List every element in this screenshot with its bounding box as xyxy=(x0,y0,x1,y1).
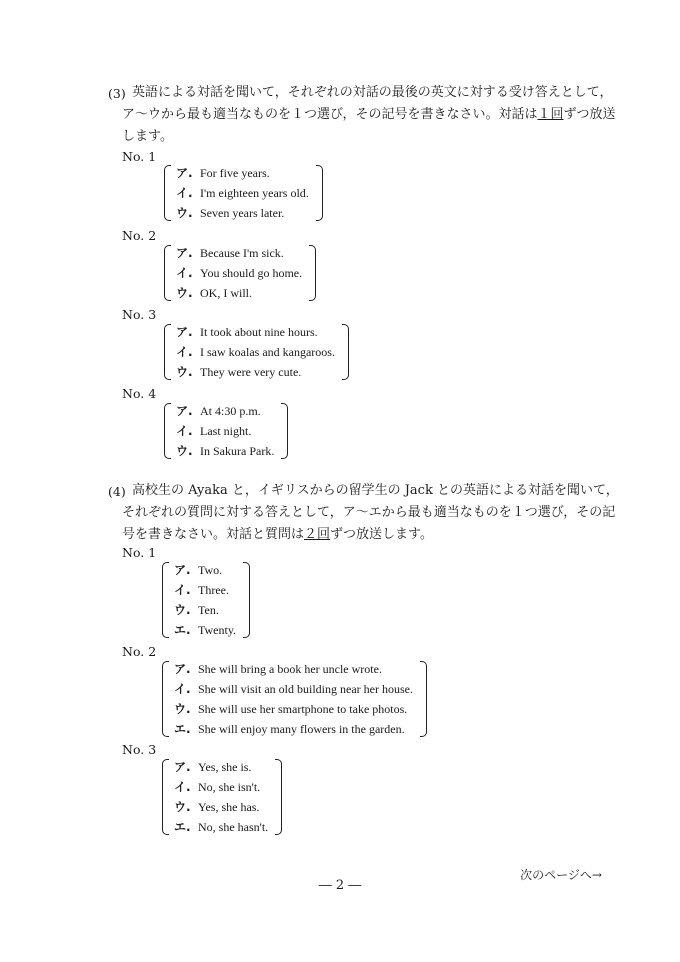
option[interactable]: ウ. Ten. xyxy=(174,603,219,617)
section-4-instruction-line-1: 高校生の Ayaka と，イギリスからの留学生の Jack との英語による対話を聞いて， xyxy=(132,483,619,498)
s3-q4-label: No. 4 xyxy=(122,386,157,401)
s3-q4-options xyxy=(164,401,288,461)
option[interactable]: ア. It took about nine hours. xyxy=(176,325,318,339)
s3-q1-options xyxy=(164,163,323,223)
option[interactable]: イ. She will visit an old building near her house. xyxy=(174,682,413,696)
section-4-number: (4) xyxy=(108,484,126,499)
next-page-indicator: 次のページへ→ xyxy=(520,868,602,882)
option[interactable]: ウ. She will use her smartphone to take photos. xyxy=(174,702,408,716)
option[interactable]: イ. No, she isn't. xyxy=(174,780,261,794)
option[interactable]: ウ. Yes, she has. xyxy=(174,800,260,814)
section-4-instruction-line-2: それぞれの質問に対する答えとして，ア～エから最も適当なものを１つ選び，その記 xyxy=(122,505,616,520)
option[interactable]: ア. Because I'm sick. xyxy=(176,246,284,260)
s3-q3-options xyxy=(164,322,349,382)
option[interactable]: イ. I'm eighteen years old. xyxy=(176,186,309,200)
option[interactable]: エ. Twenty. xyxy=(174,623,237,637)
instr3-underlined: ２回 xyxy=(304,527,331,542)
instr2-text-a: ア～ウから最も適当なものを１つ選び，その記号を書きなさい。対話は xyxy=(122,107,538,122)
section-3-instruction-line-1: 英語による対話を聞いて，それぞれの対話の最後の英文に対する受け答えとして， xyxy=(132,85,613,100)
section-3-instruction-line-2 xyxy=(122,106,616,124)
option[interactable]: ウ. Seven years later. xyxy=(176,206,285,220)
instr3-text-a: 号を書きなさい。対話と質問は xyxy=(122,527,305,542)
instr3-text-b: ずつ放送します。 xyxy=(330,527,433,542)
option[interactable]: ア. For five years. xyxy=(176,166,270,180)
option[interactable]: エ. No, she hasn't. xyxy=(174,820,269,834)
page-number: ― 2 ― xyxy=(318,878,362,893)
s4-q1-options xyxy=(162,560,250,640)
option[interactable]: ア. She will bring a book her uncle wrote. xyxy=(174,662,382,676)
section-3-instruction-line-3: します。 xyxy=(122,129,173,144)
instr2-underlined: １回 xyxy=(537,107,564,122)
option[interactable]: ウ. In Sakura Park. xyxy=(176,444,275,458)
s4-q2-options xyxy=(162,659,427,739)
s3-q3-label: No. 3 xyxy=(122,307,157,322)
option[interactable]: イ. I saw koalas and kangaroos. xyxy=(176,345,335,359)
s4-q1-label: No. 1 xyxy=(122,545,157,560)
s3-q2-label: No. 2 xyxy=(122,228,157,243)
option[interactable]: イ. You should go home. xyxy=(176,266,303,280)
s4-q3-label: No. 3 xyxy=(122,742,157,757)
s3-q2-options xyxy=(164,243,316,303)
instr2-text-b: ずつ放送 xyxy=(563,107,616,122)
option[interactable]: ウ. OK, I will. xyxy=(176,286,252,300)
option[interactable]: ア. Yes, she is. xyxy=(174,760,252,774)
option[interactable]: ア. At 4:30 p.m. xyxy=(176,404,261,418)
s3-q1-label: No. 1 xyxy=(122,149,157,164)
option[interactable]: エ. She will enjoy many flowers in the garden. xyxy=(174,722,405,736)
s4-q3-options xyxy=(162,757,282,837)
option[interactable]: ア. Two. xyxy=(174,563,223,577)
option[interactable]: イ. Three. xyxy=(174,583,229,597)
section-4-instruction-line-3 xyxy=(122,526,433,544)
option[interactable]: ウ. They were very cute. xyxy=(176,365,302,379)
option[interactable]: イ. Last night. xyxy=(176,424,252,438)
section-3-number: (3) xyxy=(108,86,126,101)
s4-q2-label: No. 2 xyxy=(122,644,157,659)
